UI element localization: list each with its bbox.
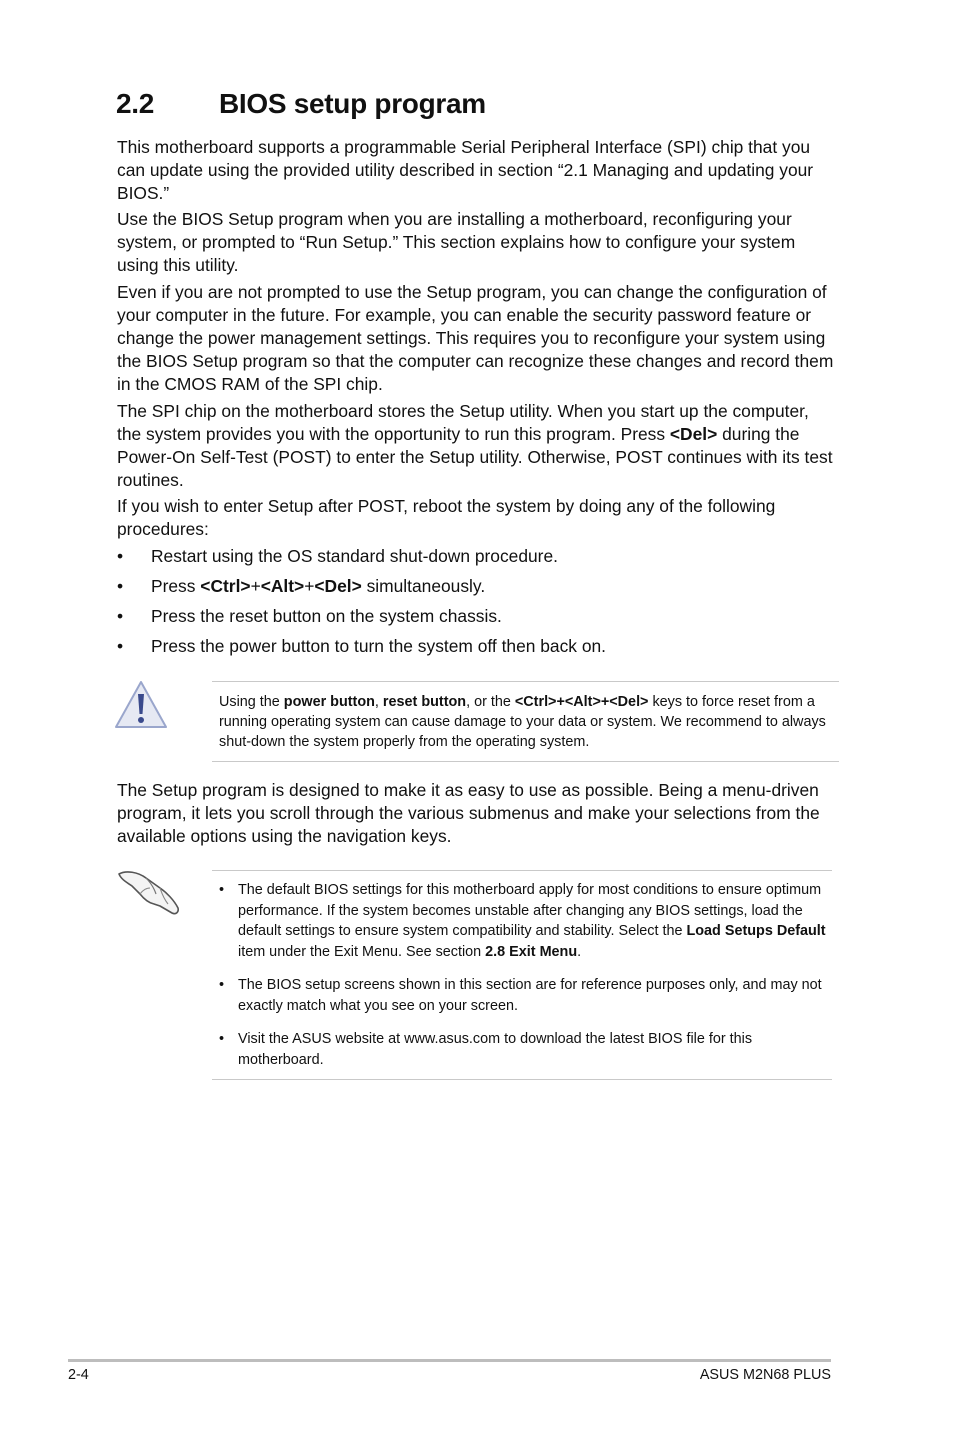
tip-text: Visit the ASUS website at www.asus.com to download the latest BIOS file for this motherboard. — [238, 1031, 753, 1068]
caution-top-rule — [212, 681, 839, 682]
bullet-icon: • — [117, 606, 124, 626]
bullet-icon: • — [117, 576, 124, 596]
section-number: 2.2 — [116, 88, 155, 119]
spi-chip-paragraph — [117, 400, 837, 492]
ctrl-key: <Ctrl> — [200, 576, 251, 596]
warning-triangle-icon — [114, 680, 168, 730]
setup-program-paragraph: The Setup program is designed to make it as easy to use as possible. Being a menu-driven program, it lets you scroll through the various submenus and make your selections from the available options using the navigation keys. — [117, 780, 820, 846]
list-item-text: Press — [151, 576, 201, 596]
bullet-icon: • — [117, 636, 124, 656]
list-item — [219, 880, 831, 962]
caution-or: , or the — [466, 694, 515, 710]
bullet-icon: • — [219, 977, 225, 993]
spi-text-b: during the Power-On Self-Test (POST) to enter the Setup utility. Otherwise, POST continues with its test routines. — [117, 424, 833, 490]
power-button-term: power button — [283, 694, 375, 710]
list-item — [219, 975, 831, 1016]
reset-button-term: reset button — [382, 694, 467, 710]
bullet-icon: • — [117, 546, 124, 566]
product-name: ASUS M2N68 PLUS — [699, 1367, 831, 1383]
list-item-text: Restart using the OS standard shut-down procedure. — [151, 546, 558, 566]
exit-menu-reference: 2.8 Exit Menu — [485, 943, 578, 960]
tip-text: item under the Exit Menu. See section — [238, 943, 486, 960]
caution-text-b: keys to force reset from a running operating system can cause damage to your data or system. We recommend to always shut-down the system properly from the operating system. — [219, 694, 826, 750]
configuration-paragraph: Even if you are not prompted to use the Setup program, you can change the configuration of your computer in the future. For example, you can enable the security password feature or change the power management settings. This requires you to reconfigure your system using the BIOS Setup program so that the computer can recognize these changes and record them in the CMOS RAM of the SPI chip. — [117, 282, 834, 394]
list-item — [219, 1029, 831, 1070]
page-number: 2-4 — [68, 1367, 89, 1383]
caution-bottom-rule — [212, 761, 839, 762]
list-item — [117, 545, 837, 575]
ctrl-alt-del-keys: <Ctrl>+<Alt>+<Del> — [514, 694, 649, 710]
plus-sign: + — [304, 576, 315, 596]
procedure-list — [117, 545, 837, 665]
tips-list — [219, 880, 831, 1070]
note-top-rule — [212, 870, 832, 871]
bullet-icon: • — [219, 882, 225, 898]
footer-rule — [68, 1359, 831, 1362]
section-title: BIOS setup program — [219, 88, 486, 119]
list-item-text: Press the reset button on the system chassis. — [151, 606, 502, 626]
tip-text: The default BIOS settings for this motherboard apply for most conditions to ensure optimum performance. If the system becomes unstable after changing any BIOS settings, load the default settings to ensure system compatibility and stability. Select the — [238, 882, 822, 939]
alt-key: <Alt> — [260, 576, 305, 596]
caution-text-a: Using the — [219, 694, 284, 710]
list-item — [117, 635, 837, 665]
page-heading — [116, 88, 486, 120]
caution-text — [219, 692, 839, 752]
tip-text: The BIOS setup screens shown in this section are for reference purposes only, and may not exactly match what you see on your screen. — [238, 977, 822, 1014]
load-setups-default-term: Load Setups Default — [686, 923, 826, 939]
list-item — [117, 605, 837, 635]
list-item-text: Press the power button to turn the system off then back on. — [151, 636, 606, 656]
del-key: <Del> — [314, 576, 362, 596]
plus-sign: + — [250, 576, 261, 596]
intro-paragraph: This motherboard supports a programmable Serial Peripheral Interface (SPI) chip that you can update using the provided utility described in section “2.1 Managing and updating your BIOS.” — [117, 137, 814, 203]
reboot-paragraph: If you wish to enter Setup after POST, reboot the system by doing any of the following procedures: — [117, 496, 776, 539]
caution-comma: , — [374, 694, 383, 710]
pointing-hand-icon — [116, 866, 182, 918]
usage-paragraph: Use the BIOS Setup program when you are installing a motherboard, reconfiguring your system, or prompted to “Run Setup.” This section explains how to configure your system using this utility. — [117, 209, 796, 275]
del-key: <Del> — [669, 424, 718, 444]
tip-text: . — [577, 943, 582, 960]
note-bottom-rule — [212, 1079, 832, 1080]
list-item-text: simultaneously. — [361, 576, 486, 596]
list-item — [117, 575, 837, 605]
bullet-icon: • — [219, 1031, 225, 1047]
spi-text-a: The SPI chip on the motherboard stores the Setup utility. When you start up the computer, the system provides you with the opportunity to run this program. Press — [117, 401, 809, 444]
